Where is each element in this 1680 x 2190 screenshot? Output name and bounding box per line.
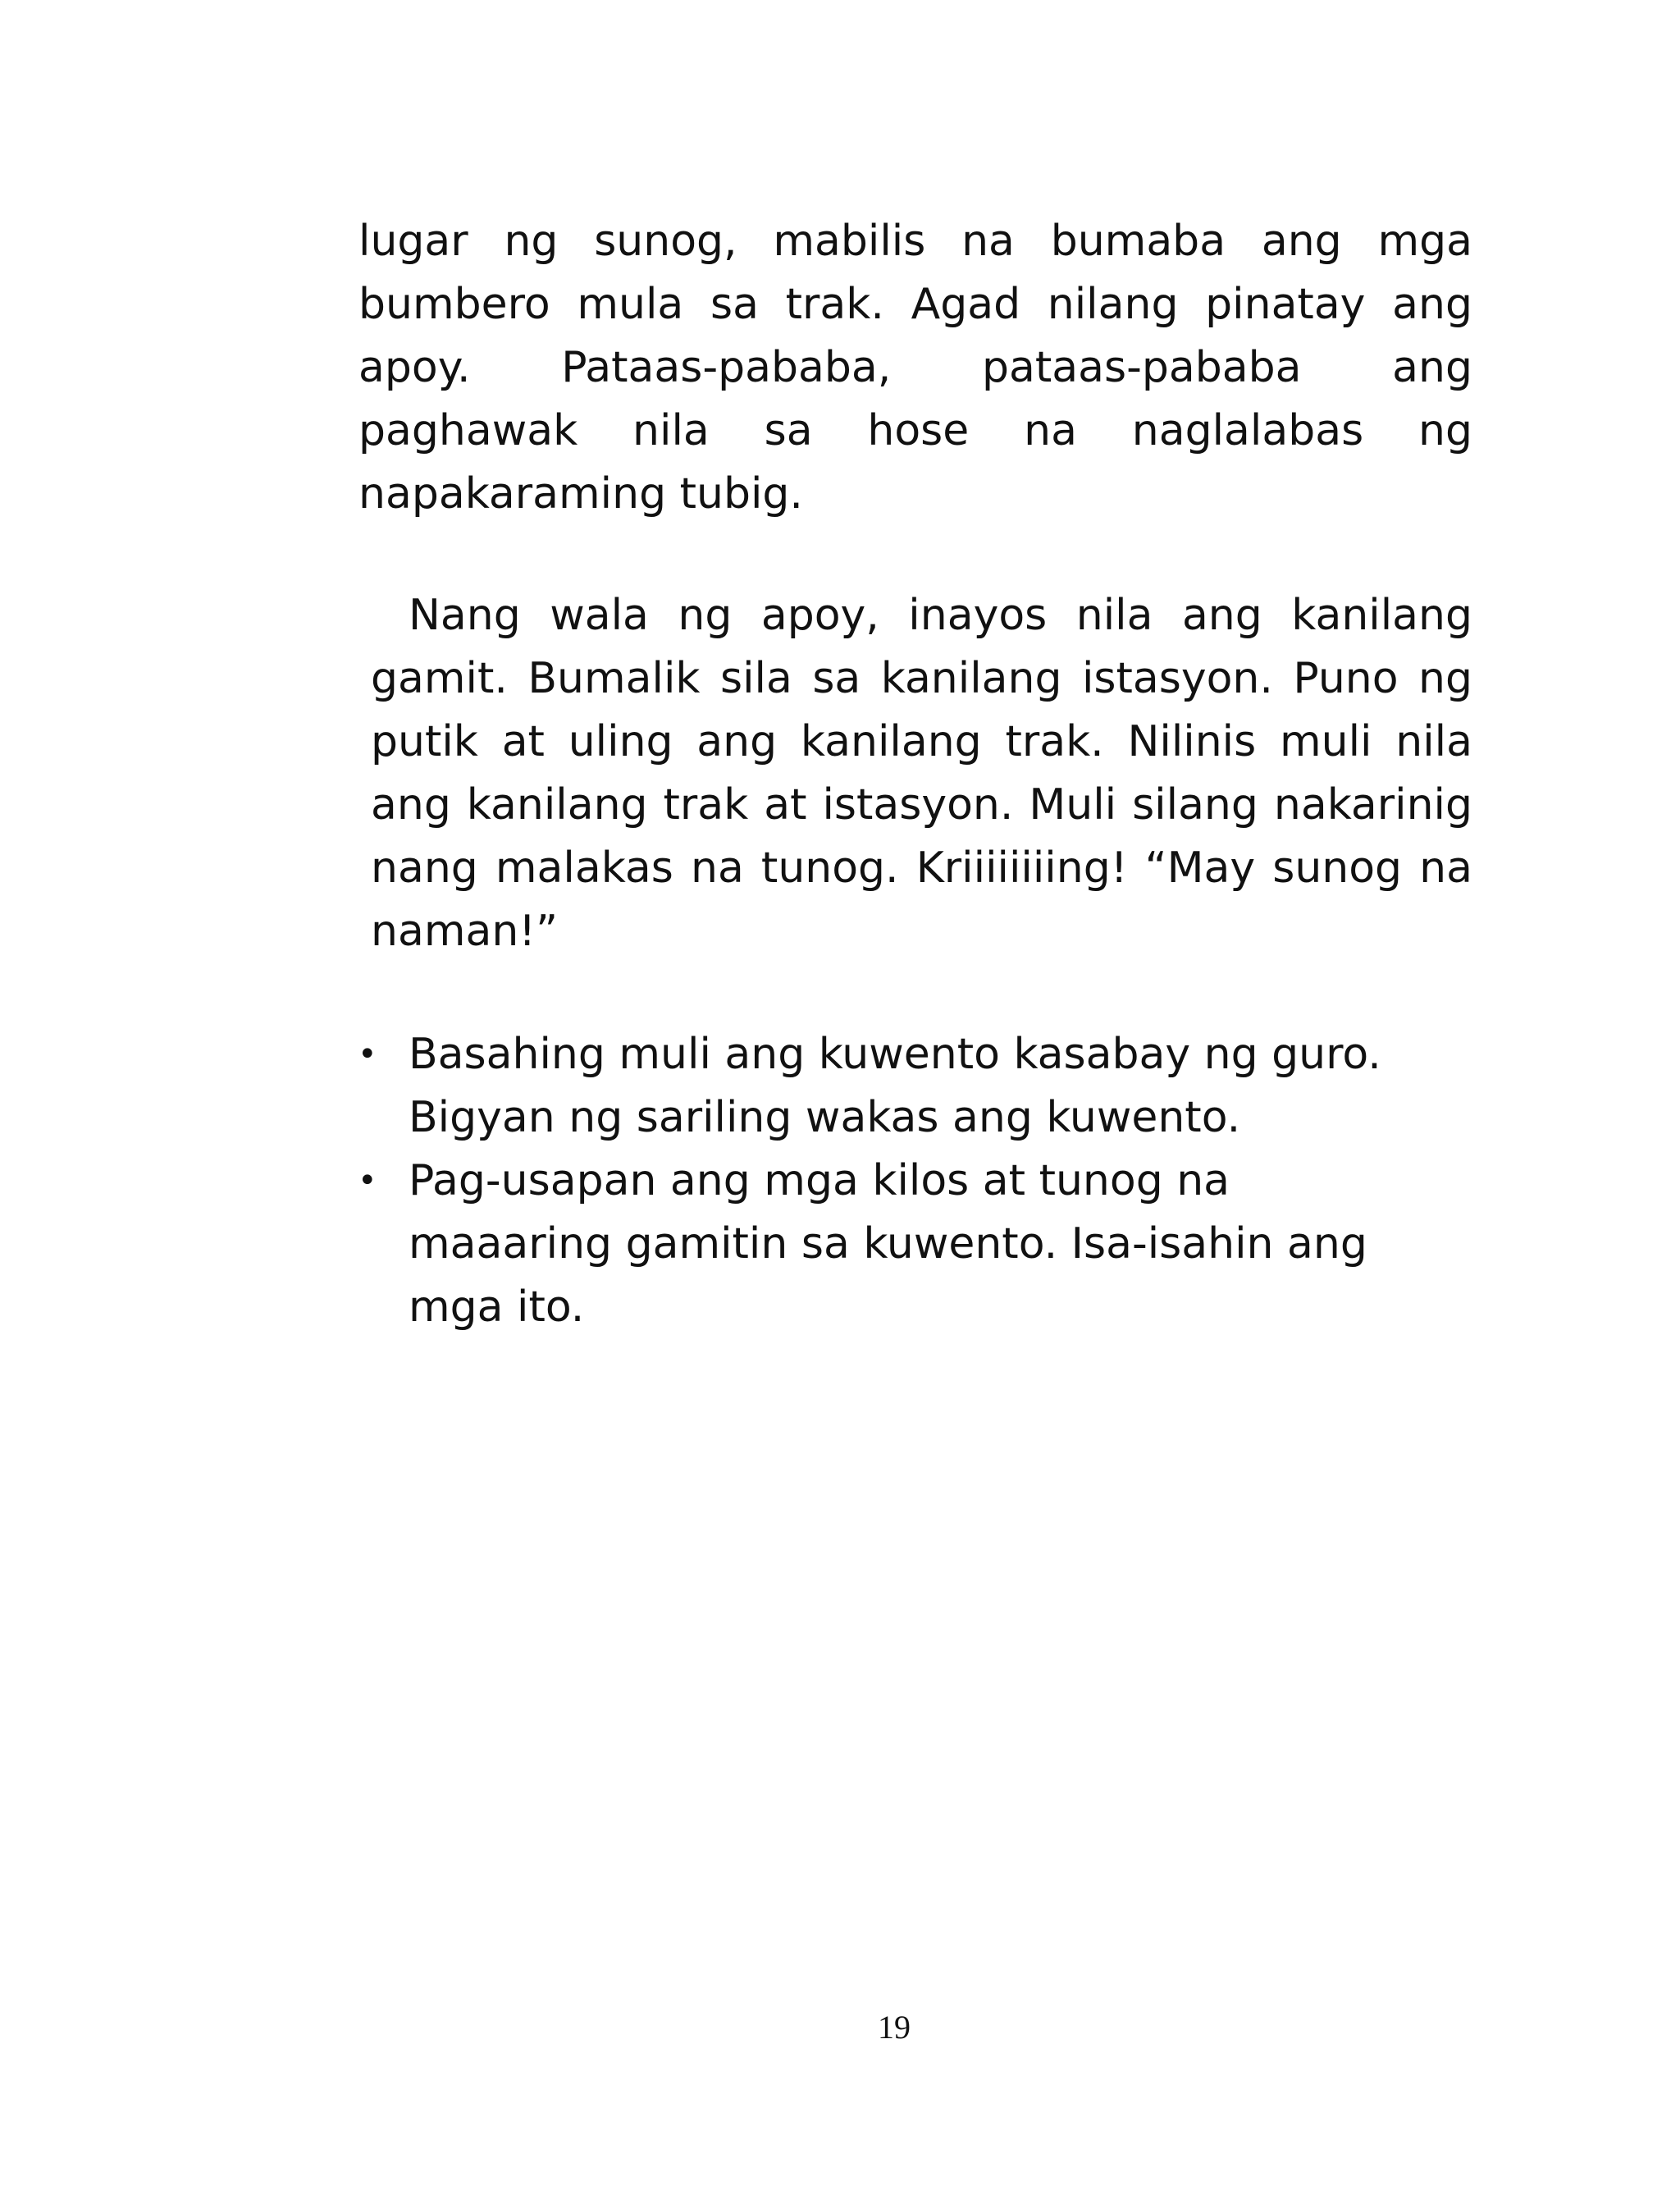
bullet-icon: • [358,1036,377,1073]
activity-list [345,1023,1493,1339]
story-paragraph-1: lugar ng sunog, mabilis na bumaba ang mga bumbero mula sa trak. Agad nilang pinatay ang apoy. Pataas-pababa, pataas-pababa ang paghawak nila sa hose na naglalabas ng napakaraming tubig. [358,217,1472,519]
story-paragraph-2: Nang wala ng apoy, inayos nila ang kanilang gamit. Bumalik sila sa kanilang istasyon. Puno ng putik at uling ang kanilang trak. Nilinis muli nila ang kanilang trak at istasyon. Muli silang nakarinig nang malakas na tunog. Kriiiiiiiing! “May sunog na naman!” [371,591,1472,956]
page-number: 19 [878,2009,911,2046]
activity-item-2-line-3: mga ito. [409,1282,585,1332]
activity-item-1-line-1: Basahing muli ang kuwento kasabay ng guro. [409,1030,1381,1079]
activity-item-1 [345,1023,1493,1150]
activity-item-2 [345,1150,1493,1339]
activity-item-2-line-1: Pag-usapan ang mga kilos at tunog na [409,1156,1230,1205]
activity-item-1-line-2: Bigyan ng sariling wakas ang kuwento. [409,1093,1241,1142]
activity-item-2-line-2: maaaring gamitin sa kuwento. Isa-isahin ang [409,1219,1367,1269]
bullet-icon: • [358,1162,377,1200]
